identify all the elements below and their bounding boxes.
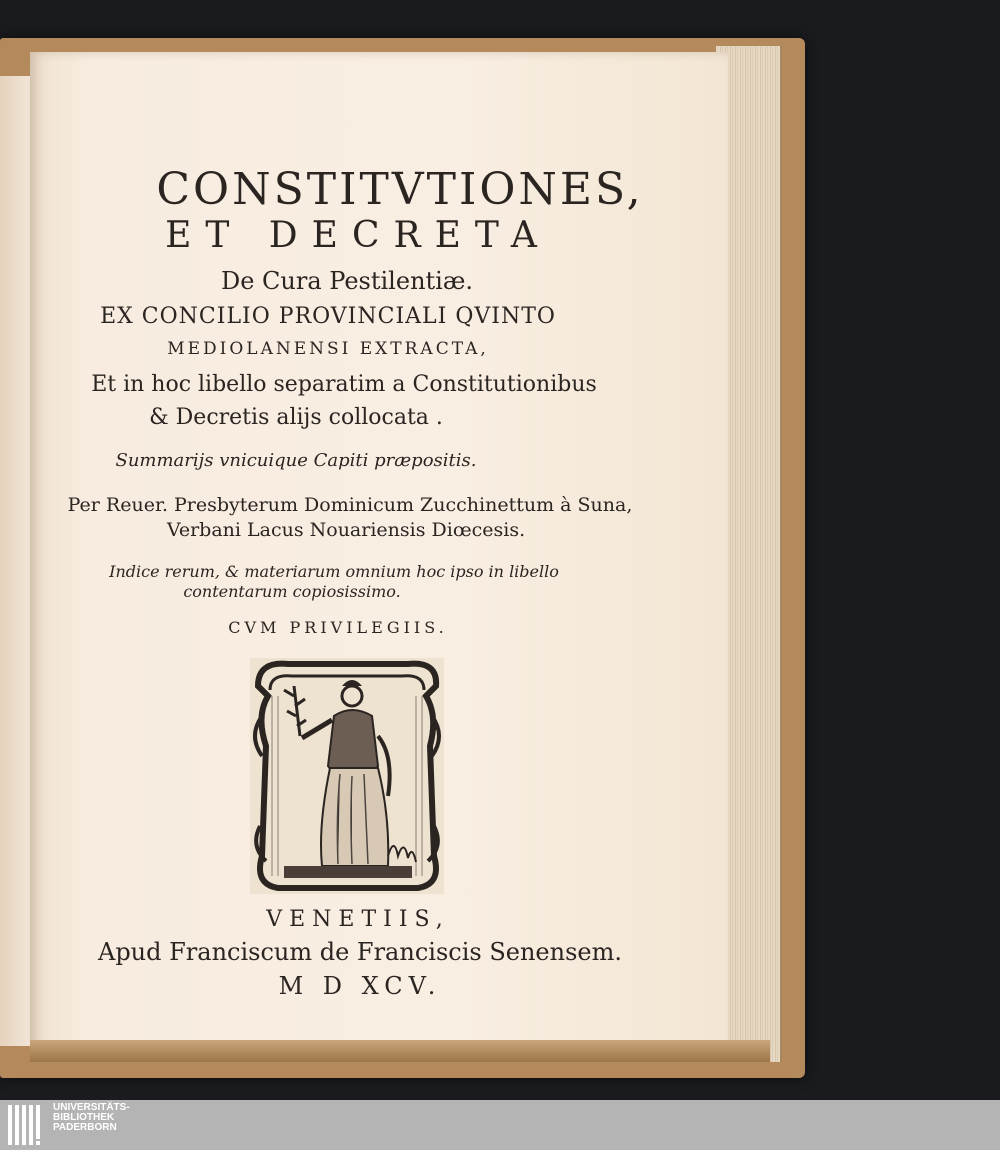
extract-line-2: MEDIOLANENSI EXTRACTA, — [167, 339, 489, 359]
index-line-1: Indice rerum, & materiarum omnium hoc ipso in libello — [109, 562, 559, 581]
author-line-2: Verbani Lacus Nouariensis Diœcesis. — [166, 519, 526, 541]
title-line-2: ET DECRETA — [165, 215, 551, 256]
extract-line-1: EX CONCILIO PROVINCIALI QVINTO — [100, 304, 556, 329]
printer-device-woodcut — [248, 656, 446, 896]
cum-privilegiis: CVM PRIVILEGIIS. — [228, 618, 448, 637]
imprint-place: VENETIIS, — [266, 907, 450, 932]
etin-line-2: & Decretis alijs collocata . — [149, 405, 443, 430]
library-footer — [0, 1100, 1000, 1150]
book-bottom-edge — [30, 1040, 770, 1062]
title-line-1: CONSTITVTIONES, — [156, 164, 644, 215]
index-line-2: contentarum copiosissimo. — [183, 582, 401, 601]
subtitle: De Cura Pestilentiæ. — [220, 267, 474, 295]
library-name-line-3: PADERBORN — [53, 1122, 117, 1133]
university-library-logo-icon — [8, 1103, 48, 1147]
library-name-line-1: UNIVERSITÄTS- — [53, 1102, 130, 1113]
summarijs-line: Summarijs vnicuique Capiti præpositis. — [115, 450, 477, 471]
etin-line-1: Et in hoc libello separatim a Constitutionibus — [91, 372, 597, 397]
imprint-printer: Apud Franciscum de Franciscis Senensem. — [97, 938, 622, 966]
author-line-1: Per Reuer. Presbyterum Dominicum Zucchinettum à Suna, — [67, 494, 633, 516]
imprint-year: M D XCV. — [278, 972, 442, 1000]
library-name-line-2: BIBLIOTHEK — [53, 1112, 115, 1123]
title-page — [30, 52, 728, 1052]
library-name — [53, 1103, 130, 1133]
